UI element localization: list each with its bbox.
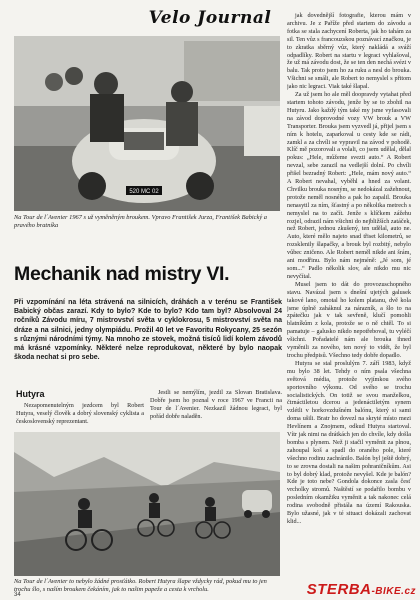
column-left-intro: [16, 402, 144, 430]
watermark-part2: -BIKE.cz: [371, 586, 416, 597]
masthead-title: Velo Journal: [148, 8, 272, 28]
column-mid-intro: [150, 389, 282, 429]
photo-bottom-caption: Na Tour de l´Avenier to nebylo žádné prosťátko. Robert Hutyra šlape vždycky rád, pokud mu to jen trochu šlo, s naším broukem čekáním, jak to našim papeže a cesta k vrcholu.: [14, 578, 267, 593]
license-plate: 520 MC 02: [129, 189, 159, 195]
page-number: 34: [14, 592, 21, 598]
watermark-logo: [307, 581, 416, 598]
watermark-part1: STERBA: [306, 581, 372, 598]
paragraph: Jestli se nemýlím, jezdil za Slovan Bratislava. Dobře jsem ho poznal v roce 1967 ve Francii na Tour de l´Avenier. Nezkazil žádnou legraci, byl pořád dobře naladěn.: [150, 389, 282, 420]
paragraph: Musel jsem to dát do provozuschopného stavu. Navázal jsem s dnešní ujetých galusek takové lano, omotal ho kolem platanu, dvě kola jsme úplně zaháknul za nárazník, a šlo to na zpátečku jak v tak sevřeně, klučí pomohli blatníkům z kola, protože se o ně chtěl. To si pamatuje – galusko nikdo nepotřeboval, tu vyléčí všichni. Pořadatelé nám ale brouka ihned vyměnili za nového, ten nový to vidět, že byl trochu předpisů. Všechno tedy dobře dopadlo.: [287, 280, 411, 359]
article-lead: Při vzpomínání na léta strávená na silnicích, dráhách a v terénu se František Babický občas zarazí. Kdy to bylo? Kde to bylo? Kdo tam byl? Absolvoval 24 ročníků Závodu míru, 7 mistrovství světa v cyklokrosu, 5 mistrovství světa na dráze a na silnici, jedny olympiádu. Prožil 40 let ve Favoritu Rokycany, 25 sezón s různými národními týmy. Na mnoho ze stovek, možná tisíců lidí kolem závodů má krásné vzpomínky. Některé nelze reprodukovat, některé by bylo naopak škoda nechat si pro sebe.: [14, 299, 282, 362]
column-right: [287, 12, 411, 578]
paragraph: Nezapomenutelným jezdcem byl Robert Hutyra, veselý člověk a dobrý slovenský cyklista a československý reprezentant.: [16, 402, 144, 425]
paragraph: Za už jsem ho ale měl doopravdy vytahat před startem tohoto závodu, jenže by se to zbohil na Hutyru. Jako každý tým také my jsme vyfasovali na závod doprovodné vozy VW brouk a VW Transporter. Brouka jsem vyzvedl já, přijel jsem s ním k hotelu, zaparkoval u cesty kde se rádi, zamkl a za chvíli se vypravil na závod v pohodě. Klíč mě pozorovali a volali, co jsem udělal, dělal pokus: „Hele, můžeme svezti auto.“ A Robert nevzal, sebe zarazil na vedlejší dolní. Po chvíli přišel bezradný Robert: „Hele, mám nový auto.“ A Robert nevahal, vyběhl a hned za volant. Chvilku brouka nosným, se nedokázal zažehnout, protože neměl nosného a pak ho zapalil. Brouka nenasytil za ním, šťastný a po několika metrech s nemyslel na to začít. Jenže s klíčkem zážehu rozjel, odrazil nám všichni do nejbližších zatáček, než Robert, jednou zkušený, ten udělal, auto ne. Auto, které mělo najeto snad třiset kilometrů, se rozsklenily šlapačky, a brouk byl rozbitý, nebylo vůbec zničeno. Ale Robert neměl nikde ani šrám, ani modřinu. Bylo nám nejméně: „Jé som, jé som...“ Padlo několik slov, ale nikdo mu nic nevyčítal.: [287, 91, 411, 280]
paragraph: Hutyra se stal proslulým 7. září 1983, když mu bylo 38 let. Tehdy o ním psala všechna světová média, protože vyjímkou svého sportovního výkonu. Od svého se trochu socialistických. On totiž se svou manželkou, čtrnáctiletou dcerou a jedenáctiletým synem vzlétli v horkovzdušném balónu, který si sami doma ušili. Bratr ho dovezl na skryté místo mezi Hevlínem a Znojmem, odkud Hutyra startoval. Vítr jak nimi na drátkách jen do chvíle, kdy došla bomba s plynem. Než ji stačil vyměnit za plnou, zahoupal koš a spadl do oraného pole, které všechno rodinu zachránilo. Balón byl ještě dobrý, to se zrovna dostali na našim pohraničníkům. Asi to byl dobrý klad, protože nevyšel. Kde je balón? Kde je toto nebe? Gondola dokonce zasla česť vrcholky stromů. Naštěstí se podařilo bombu v posledním okamžiku vyměnit a tak nakonec celá rodina svobodně přistála na území Rakouska. Bylo užasné, jak v té situaci dokázali zachovat klid...: [287, 359, 411, 525]
photo-car-mechanics: [14, 36, 280, 211]
photo-cyclists-road: [14, 432, 280, 576]
paragraph: jak dovednější fotografie, kterou mám v archivu. Je z Paříže před startem do závodu a fotka se stala zachycení Roberta, jak ho tahám za sil. Ten vůz s francouzskou poznávací značkou, je to zkratka sběrný vůz, který nakládá a sváží odpadlíky. Robert na startu v legraci vyhlašoval, že už má závodu dost, že se ten den nechá svézt v balu. Tak proto jsem ho za ruku a nesl do brouka. Všichni se smáli, ale Robert to nemyslel s přitom jako nic legraci. Viak také šlapal.: [287, 12, 411, 91]
section-heading-hutyra: Hutyra: [16, 389, 45, 399]
photo-top-caption: Na Tour de l´Avenier 1967 s už vyměněným broukem. Vpravo František Jurza, František Babický a pravého bratníka: [14, 214, 267, 229]
article-headline: Mechanik nad mistry VI.: [14, 263, 230, 285]
